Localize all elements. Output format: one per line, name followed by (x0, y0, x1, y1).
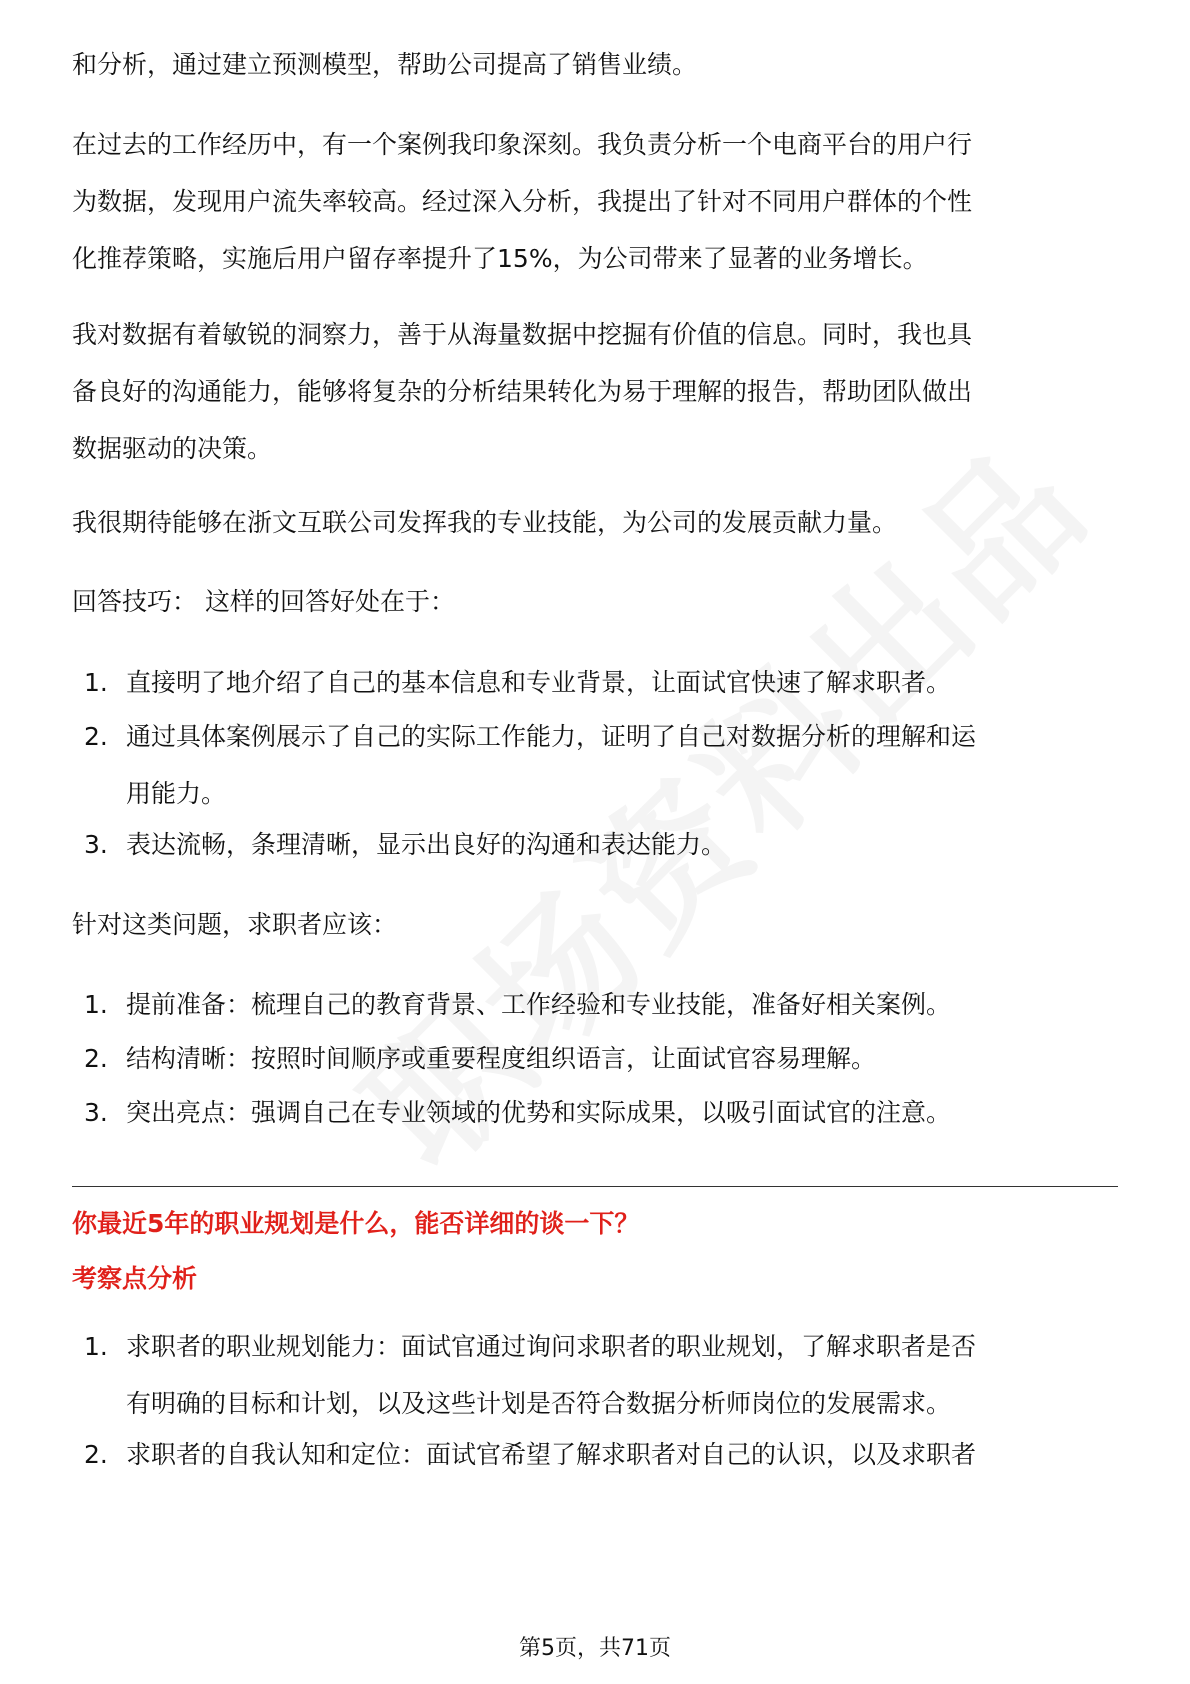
section-divider (72, 1186, 1118, 1187)
paragraph-case (72, 116, 1118, 287)
paragraph-line: 我很期待能够在浙文互联公司发挥我的专业技能，为公司的发展贡献力量。 (72, 508, 898, 537)
paragraph-line: 回答技巧： 这样的回答好处在于： (72, 587, 455, 616)
paragraph-line: 在过去的工作经历中，有一个案例我印象深刻。我负责分析一个电商平台的用户行 (72, 130, 973, 159)
list-number: 1. (84, 990, 108, 1019)
tips-intro (72, 573, 1118, 630)
paragraph-line: 备良好的沟通能力，能够将复杂的分析结果转化为易于理解的报告，帮助团队做出 (72, 377, 973, 406)
list-text: 直接明了地介绍了自己的基本信息和专业背景，让面试官快速了解求职者。 (126, 668, 952, 697)
list-text: 突出亮点：强调自己在专业领域的优势和实际成果，以吸引面试官的注意。 (126, 1098, 952, 1127)
list-number: 3. (84, 830, 108, 859)
paragraph-expectation (72, 494, 1118, 551)
list-text (126, 708, 1118, 822)
list-text: 结构清晰：按照时间顺序或重要程度组织语言，让面试官容易理解。 (126, 1044, 877, 1073)
list-number: 2. (84, 1440, 108, 1469)
page-footer: 第5页，共71页 (519, 1636, 671, 1661)
list-number: 2. (84, 1044, 108, 1073)
paragraph-line: 化推荐策略，实施后用户留存率提升了15%，为公司带来了显著的业务增长。 (72, 244, 928, 273)
paragraph-line: 数据驱动的决策。 (72, 434, 273, 463)
analysis-heading: 考察点分析 (72, 1264, 198, 1293)
paragraph-line: 我对数据有着敏锐的洞察力，善于从海量数据中挖掘有价值的信息。同时，我也具 (72, 320, 973, 349)
list-text-line: 通过具体案例展示了自己的实际工作能力，证明了自己对数据分析的理解和运 (126, 722, 977, 751)
question-heading: 你最近5年的职业规划是什么，能否详细的谈一下？ (72, 1209, 640, 1238)
paragraph-line: 针对这类问题，求职者应该： (72, 910, 398, 939)
list-text: 提前准备：梳理自己的教育背景、工作经验和专业技能，准备好相关案例。 (126, 990, 952, 1019)
list-text: 求职者的自我认知和定位：面试官希望了解求职者对自己的认识，以及求职者 (126, 1440, 977, 1469)
list-text-line: 用能力。 (126, 779, 227, 808)
paragraph-skills (72, 306, 1118, 477)
paragraph-line: 为数据，发现用户流失率较高。经过深入分析，我提出了针对不同用户群体的个性 (72, 187, 973, 216)
list-text: 表达流畅，条理清晰，显示出良好的沟通和表达能力。 (126, 830, 727, 859)
paragraph-line: 和分析，通过建立预测模型，帮助公司提高了销售业绩。 (72, 50, 698, 79)
list-number: 3. (84, 1098, 108, 1127)
list-text-line: 有明确的目标和计划，以及这些计划是否符合数据分析师岗位的发展需求。 (126, 1389, 952, 1418)
paragraph-intro-tail (72, 36, 1118, 93)
list-text (126, 1318, 1118, 1432)
list-number: 2. (84, 722, 108, 751)
list-number: 1. (84, 668, 108, 697)
list-text-line: 求职者的职业规划能力：面试官通过询问求职者的职业规划，了解求职者是否 (126, 1332, 977, 1361)
list-number: 1. (84, 1332, 108, 1361)
advice-intro (72, 896, 1118, 953)
